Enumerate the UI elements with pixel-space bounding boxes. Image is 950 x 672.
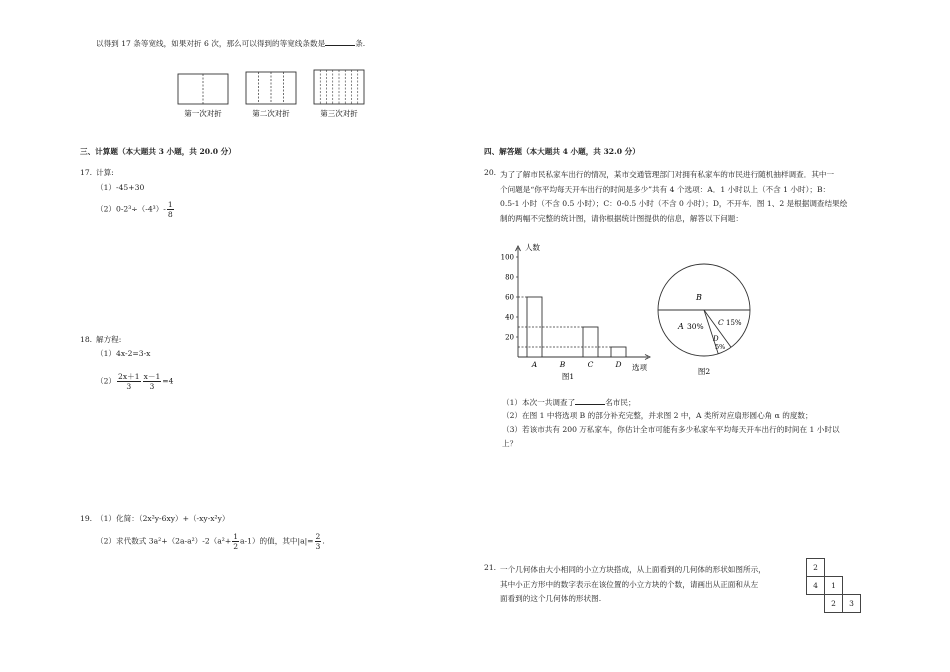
pie-pct-d: 5%	[715, 343, 726, 351]
q19-item1: （1）化简：（2x²y-6xy）+（-xy-x²y）	[96, 514, 230, 523]
top-view-grid	[806, 558, 861, 613]
grid-cell: 2	[807, 559, 825, 577]
q17-item2: （2）0-2³÷（-4³）- $\frac{1}{8}$	[96, 200, 173, 219]
fraction: $\frac{2x+1}{3}$	[118, 372, 140, 391]
pie-pct-a: 30%	[687, 322, 704, 331]
q19-number: 19.	[80, 514, 93, 523]
x-tick-label: A	[531, 360, 538, 369]
fraction: $\frac{1}{2}$	[233, 532, 239, 551]
fold-label-2: 第二次对折	[252, 109, 290, 118]
q17-number: 17.	[80, 168, 93, 177]
q19-item2: （2）求代数式 3a²+（2a-a²）-2（a²+ $\frac{1}{2}$ a-1）的值，其中|a|= $\frac{2}{3}$ .	[96, 532, 325, 551]
grid-cell: 1	[825, 577, 843, 595]
fold-figures	[170, 66, 380, 122]
top-line: 以得到 17 条等宽线，如果对折 6 次，那么可以得到的等宽线条数是 条.	[96, 39, 366, 48]
answer-blank[interactable]	[325, 38, 355, 46]
y-tick-label: 80	[505, 273, 514, 282]
pie-pct-c: 15%	[726, 319, 742, 327]
q17-prompt: 计算:	[96, 168, 114, 177]
pie-label-d: D	[713, 335, 719, 343]
fold-label-1: 第一次对折	[184, 109, 222, 118]
pie-label-c: C	[718, 318, 724, 327]
bar-title: 图1	[561, 372, 575, 380]
q20-text: 为了了解市民私家车出行的情况，某市交通管理部门对拥有私家车的市民进行随机抽样调查．其中一 个问题是“你平均每天开车出行的时间是多少”共有 4 个选项：A．1 小时以上（不含 1 小时）；B： 0.5-1 小时（不含 0.5 小时）；C：0-0.5 小时（不含 0 小时）；D，不开车．图 1、2 是根据调查结果绘 制的两幅不完整的统计图，请你根据统计图提供的信息，解答以下问题：	[500, 170, 848, 223]
fraction: $\frac{2}{3}$	[315, 532, 321, 551]
answer-blank[interactable]	[575, 397, 605, 405]
grid-cell: 3	[843, 595, 861, 613]
pie-title: 图2	[697, 367, 711, 376]
q20-sub3-line1: （3）若该市共有 200 万私家车，你估计全市可能有多少私家车平均每天开车出行的时间在 1 小时以	[502, 425, 840, 434]
q20-sub1: （1）本次一共调查了 名市民；	[502, 398, 636, 407]
y-tick-label: 40	[505, 313, 514, 322]
y-tick-label: 60	[505, 293, 514, 302]
bar-ylabel: 人数	[525, 243, 540, 252]
q18-item1: （1）4x-2=3-x	[96, 349, 151, 358]
x-tick-label: D	[615, 360, 622, 369]
q18-number: 18.	[80, 335, 93, 344]
bar-c	[583, 327, 598, 357]
q20-sub3-line2: 上？	[502, 439, 518, 448]
q21-number: 21.	[484, 563, 497, 572]
pie-label-a: A	[678, 322, 684, 331]
q20-sub2: （2）在图 1 中将选项 B 的部分补充完整，并求图 2 中，A 类所对应扇形圆心角 α 的度数；	[502, 411, 813, 420]
q18-prompt: 解方程:	[96, 335, 122, 344]
y-tick-label: 20	[505, 333, 514, 342]
bar-chart-figure1	[494, 240, 664, 380]
fraction: $\frac{x-1}{3}$	[143, 372, 161, 391]
fold-label-3: 第三次对折	[320, 109, 358, 118]
y-tick-label: 100	[500, 253, 514, 262]
section4-title: 四、解答题（本大题共 4 小题，共 32.0 分）	[484, 147, 640, 156]
section3-title: 三、计算题（本大题共 3 小题，共 20.0 分）	[80, 147, 236, 156]
pie-label-b: B	[696, 293, 702, 302]
q17-item1: （1）-45+30	[96, 183, 145, 192]
x-tick-label: C	[587, 360, 594, 369]
q20-number: 20.	[484, 168, 497, 177]
pie-chart-figure2	[656, 258, 756, 378]
q21-text: 一个几何体由大小相同的小立方块搭成，从上面看到的几何体的形状如图所示， 其中小正方形中的数字表示在该位置的小立方块的个数，请画出从正面和从左 面看到的这个几何体的形状图.	[500, 565, 766, 603]
bar-xlabel: 选项	[632, 363, 647, 372]
bar-d	[611, 347, 626, 357]
x-tick-label: B	[559, 360, 566, 369]
grid-cell: 4	[807, 577, 825, 595]
fraction: $\frac{1}{8}$	[167, 200, 173, 219]
grid-cell: 2	[825, 595, 843, 613]
q18-item2: （2） $\frac{2x+1}{3}$ $\frac{x-1}{3}$ =4	[96, 372, 174, 391]
